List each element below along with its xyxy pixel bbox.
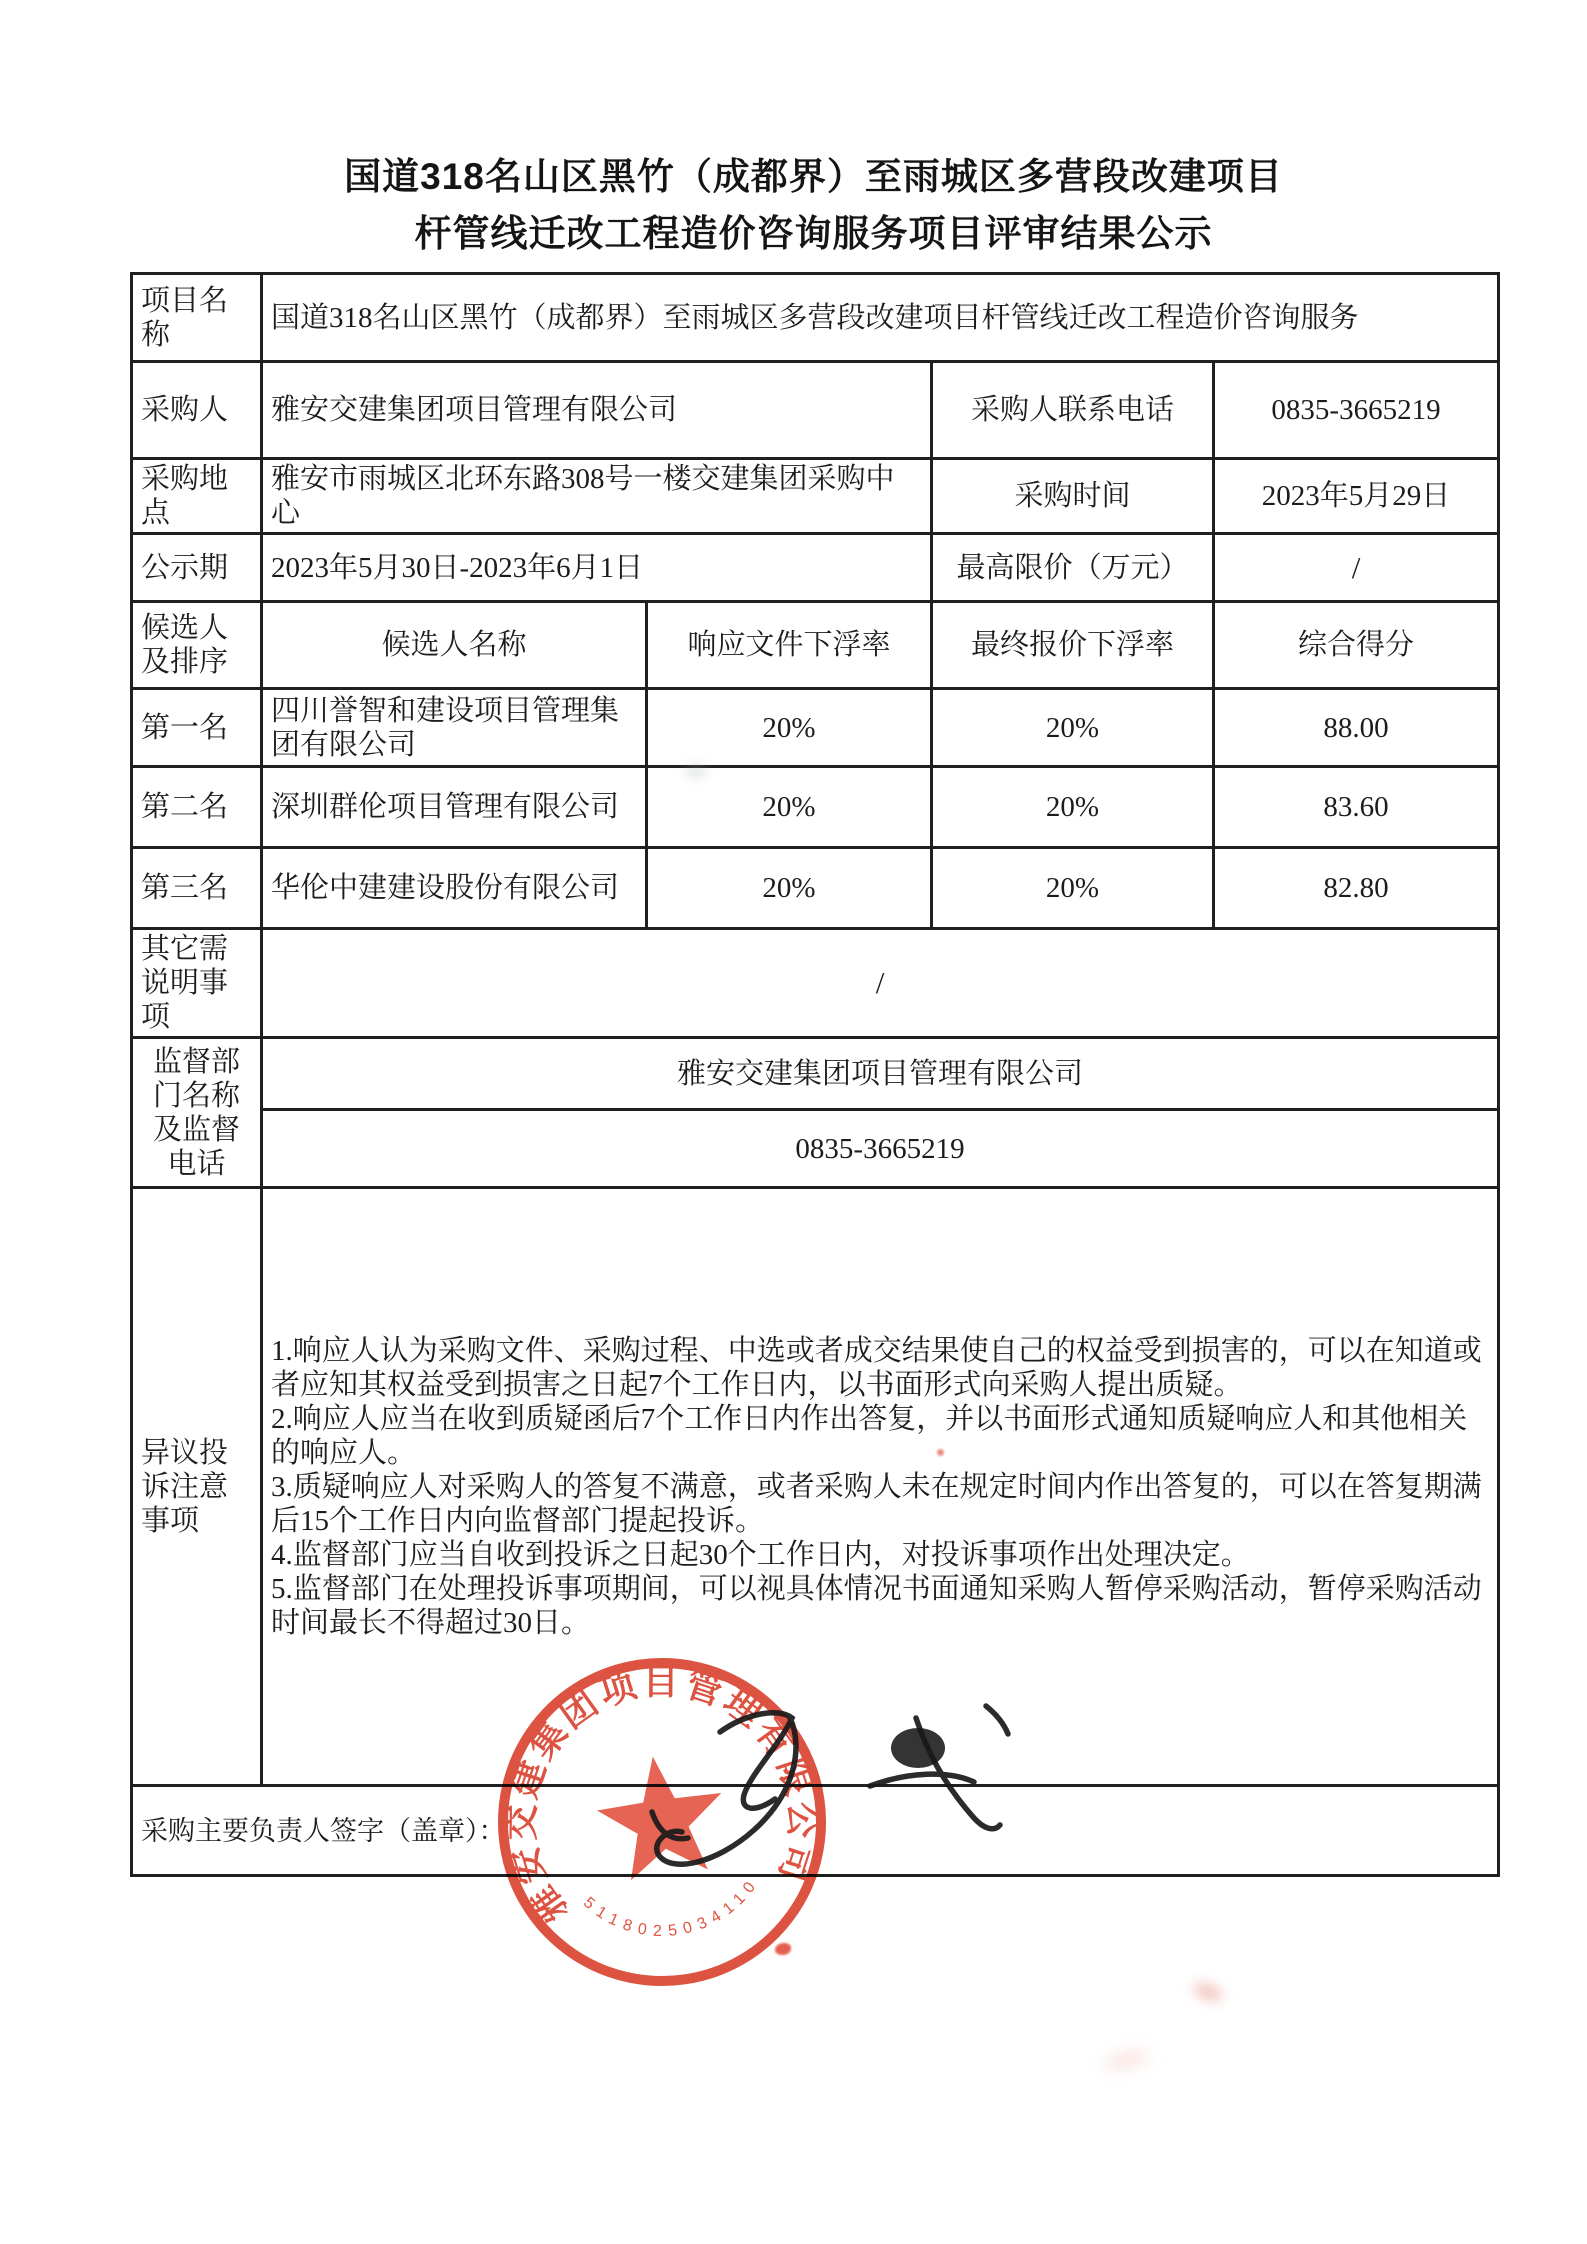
- candidate-name: 四川誉智和建设项目管理集团有限公司: [262, 689, 647, 767]
- candidate-doc-rate: 20%: [647, 689, 932, 767]
- candidate-price-rate: 20%: [932, 767, 1214, 848]
- seal-serial-number: 5118025034110: [580, 1873, 764, 1941]
- publicity-value: 2023年5月30日-2023年6月1日: [262, 534, 932, 602]
- time-label: 采购时间: [932, 459, 1214, 534]
- candidate-row: [132, 689, 1499, 767]
- candidate-row: [132, 767, 1499, 848]
- scan-artifact: [775, 1943, 791, 1955]
- candidate-name: 深圳群伦项目管理有限公司: [262, 767, 647, 848]
- candidate-row: [132, 848, 1499, 929]
- candidate-price-rate: 20%: [932, 848, 1214, 929]
- page-title: [130, 148, 1497, 262]
- purchaser-phone-value: 0835-3665219: [1214, 362, 1499, 459]
- table-row: [132, 459, 1499, 534]
- candidates-doc-rate-header: 响应文件下浮率: [647, 602, 932, 689]
- seal-company-arc-text: 雅安交建集团项目管理有限公司: [501, 1661, 823, 1931]
- candidate-doc-rate: 20%: [647, 767, 932, 848]
- max-price-value: /: [1214, 534, 1499, 602]
- max-price-label: 最高限价（万元）: [932, 534, 1214, 602]
- candidate-rank: 第二名: [132, 767, 262, 848]
- project-name-label: 项目名称: [132, 274, 262, 362]
- signature-row: [132, 1786, 1499, 1876]
- announcement-table: [130, 272, 1500, 1877]
- objection-item: 3.质疑响应人对采购人的答复不满意，或者采购人未在规定时间内作出答复的，可以在答复期满后15个工作日内向监督部门提起投诉。: [271, 1470, 1482, 1537]
- other-notes-label: 其它需说明事项: [132, 929, 262, 1038]
- candidates-price-rate-header: 最终报价下浮率: [932, 602, 1214, 689]
- signature-label: 采购主要负责人签字（盖章）：: [132, 1786, 1499, 1876]
- objection-label: 异议投诉注意事项: [132, 1188, 262, 1786]
- page-title-line2: 杆管线迁改工程造价咨询服务项目评审结果公示: [414, 213, 1213, 254]
- project-name-value: 国道318名山区黑竹（成都界）至雨城区多营段改建项目杆管线迁改工程造价咨询服务: [262, 274, 1499, 362]
- candidate-doc-rate: 20%: [647, 848, 932, 929]
- purchaser-label: 采购人: [132, 362, 262, 459]
- svg-text:5118025034110: [578, 1870, 769, 1952]
- purchaser-phone-label: 采购人联系电话: [932, 362, 1214, 459]
- candidate-score: 82.80: [1214, 848, 1499, 929]
- table-row: [132, 929, 1499, 1038]
- publicity-label: 公示期: [132, 534, 262, 602]
- objection-item: 5.监督部门在处理投诉事项期间，可以视具体情况书面通知采购人暂停采购活动，暂停采购活动时间最长不得超过30日。: [271, 1572, 1482, 1639]
- scan-artifact: [1103, 2048, 1151, 2071]
- candidates-header-row: [132, 602, 1499, 689]
- page-title-line1: 国道318名山区黑竹（成都界）至雨城区多营段改建项目: [344, 156, 1283, 197]
- time-value: 2023年5月29日: [1214, 459, 1499, 534]
- table-row: [132, 1038, 1499, 1110]
- objection-item: 1.响应人认为采购文件、采购过程、中选或者成交结果使自己的权益受到损害的，可以在知道或者应知其权益受到损害之日起7个工作日内，以书面形式向采购人提出质疑。: [271, 1334, 1482, 1401]
- candidate-score: 83.60: [1214, 767, 1499, 848]
- candidates-score-header: 综合得分: [1214, 602, 1499, 689]
- candidate-score: 88.00: [1214, 689, 1499, 767]
- candidates-name-header: 候选人名称: [262, 602, 647, 689]
- table-row: [132, 1110, 1499, 1188]
- objection-row: [132, 1188, 1499, 1786]
- candidate-price-rate: 20%: [932, 689, 1214, 767]
- other-notes-value: /: [262, 929, 1499, 1038]
- table-row: [132, 362, 1499, 459]
- candidate-name: 华伦中建建设股份有限公司: [262, 848, 647, 929]
- location-value: 雅安市雨城区北环东路308号一楼交建集团采购中心: [262, 459, 932, 534]
- objection-item: 2.响应人应当在收到质疑函后7个工作日内作出答复，并以书面形式通知质疑响应人和其他相关的响应人。: [271, 1402, 1468, 1469]
- objection-item: 4.监督部门应当自收到投诉之日起30个工作日内，对投诉事项作出处理决定。: [271, 1538, 1250, 1571]
- candidates-rank-header: 候选人及排序: [132, 602, 262, 689]
- supervision-phone: 0835-3665219: [262, 1110, 1499, 1188]
- table-row: [132, 274, 1499, 362]
- candidate-rank: 第一名: [132, 689, 262, 767]
- candidate-rank: 第三名: [132, 848, 262, 929]
- supervision-name: 雅安交建集团项目管理有限公司: [262, 1038, 1499, 1110]
- scan-artifact: [1191, 1979, 1225, 2004]
- purchaser-value: 雅安交建集团项目管理有限公司: [262, 362, 932, 459]
- objection-notice: [262, 1188, 1499, 1786]
- location-label: 采购地点: [132, 459, 262, 534]
- table-row: [132, 534, 1499, 602]
- supervision-label: 监督部门名称及监督电话: [132, 1038, 262, 1188]
